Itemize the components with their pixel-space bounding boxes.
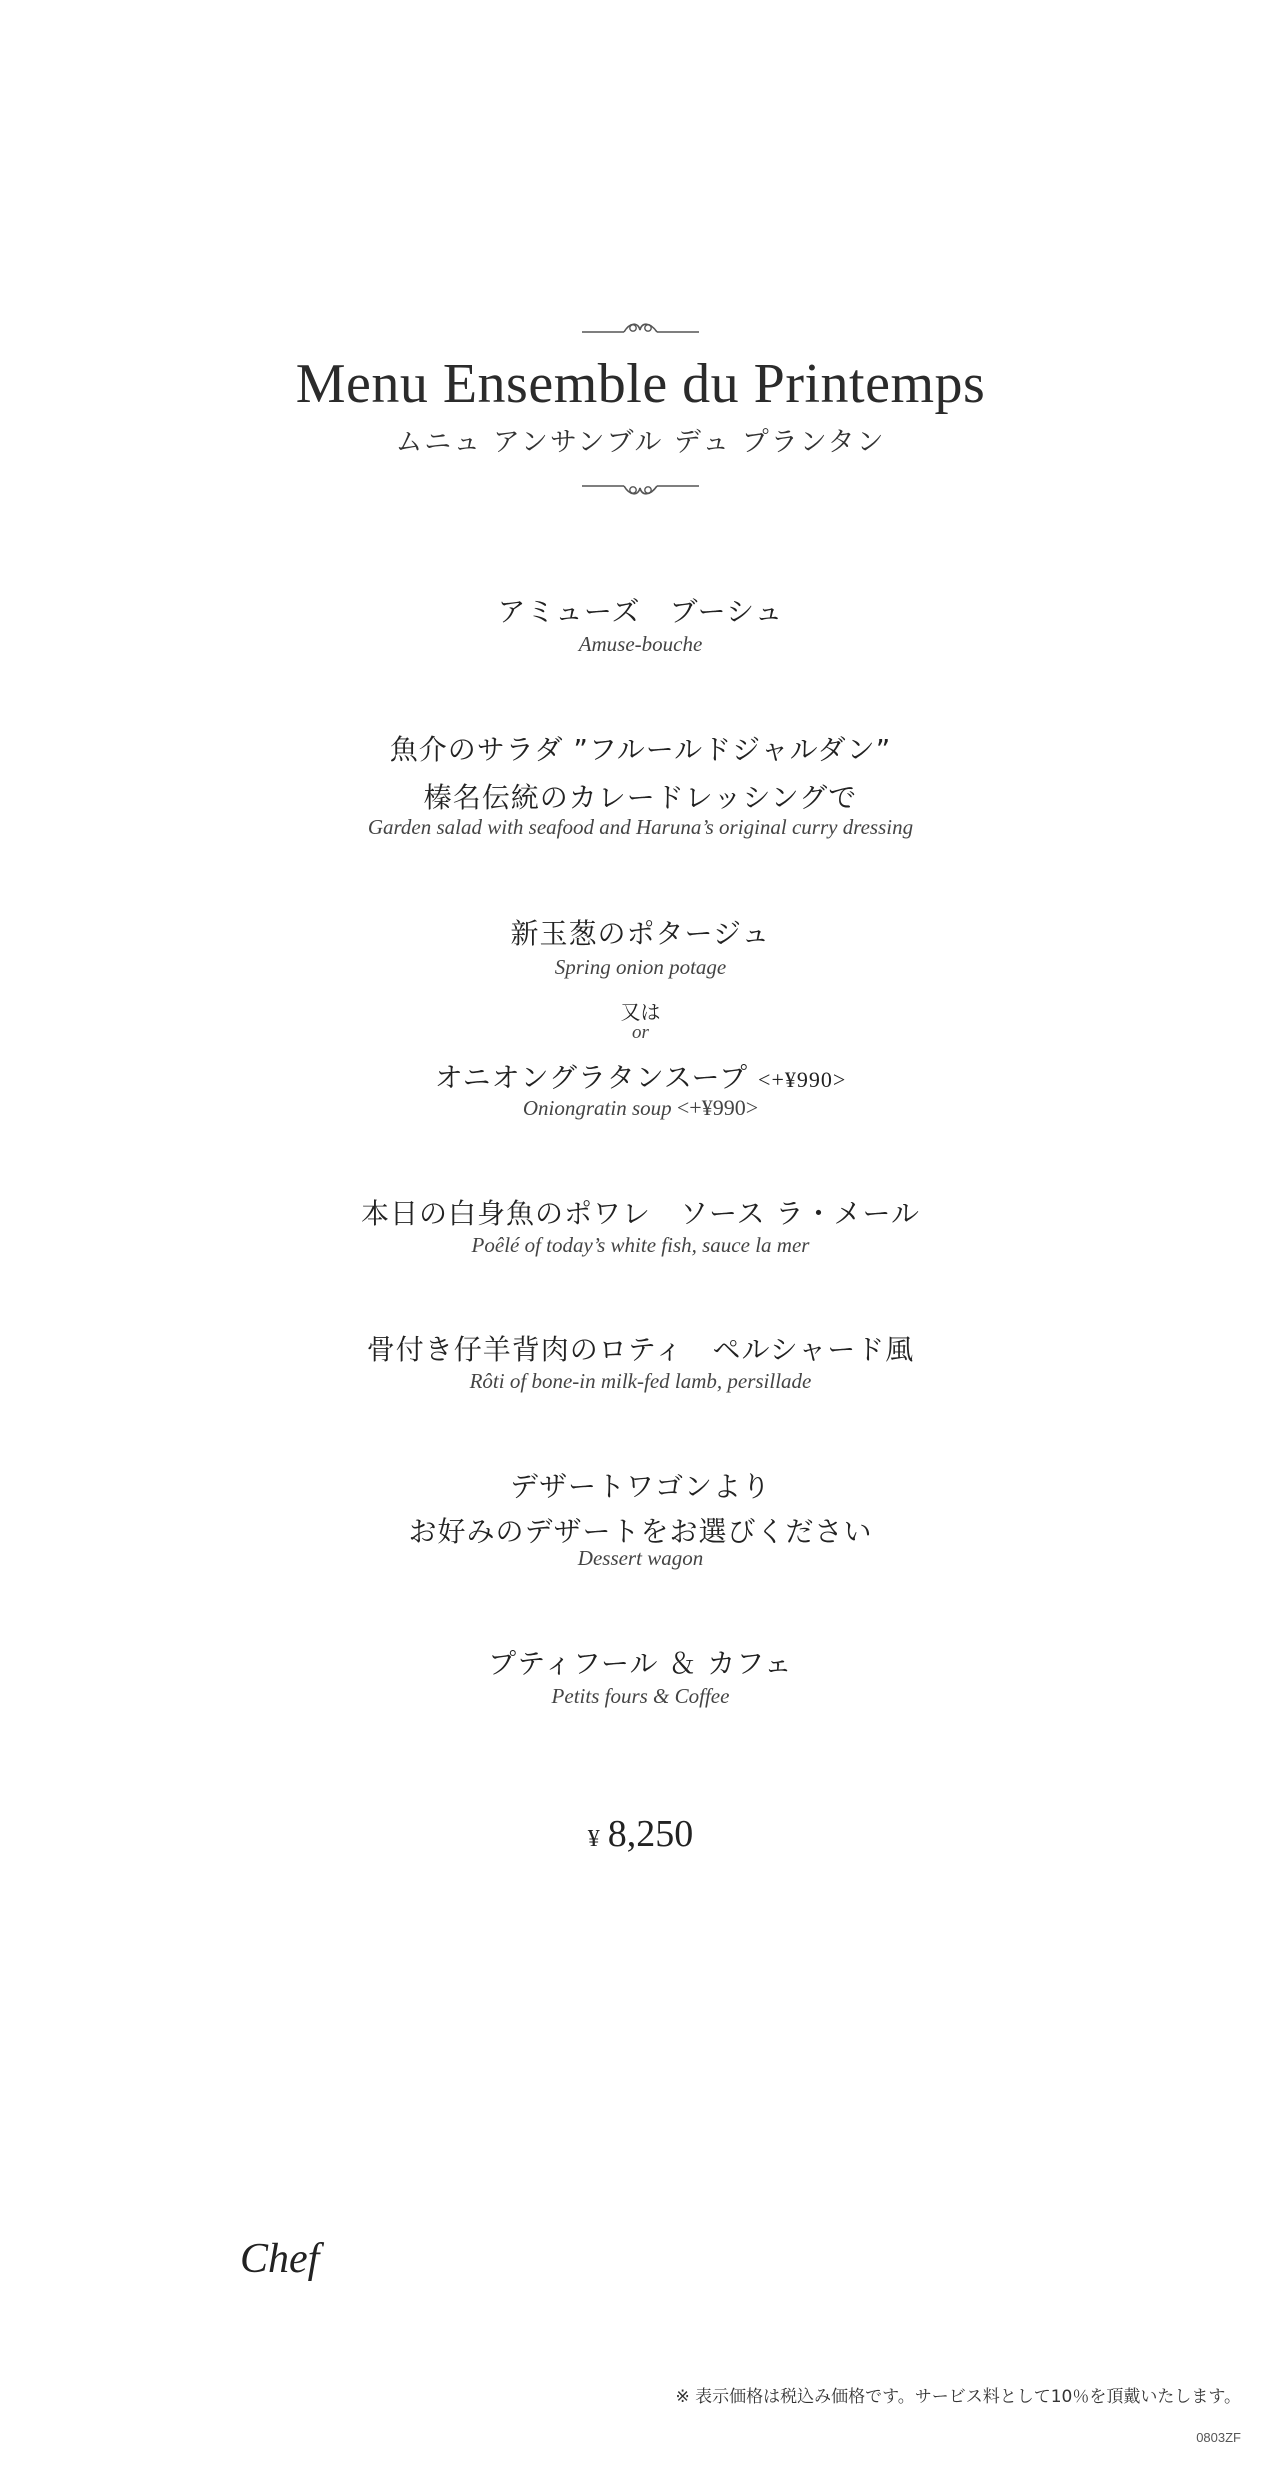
course-soup-en-price: <+¥990> (676, 1095, 759, 1120)
menu-code: 0803ZF (1196, 2430, 1241, 2445)
course-or-jp: 又は (620, 1000, 661, 1024)
course-soup-en-name: Oniongratin soup (522, 1096, 672, 1120)
course-petits-fours-en: Petits fours & Coffee (551, 1684, 730, 1708)
course-amuse-jp: アミューズ ブーシュ (497, 595, 784, 628)
course-salad-en: Garden salad with seafood and Haruna’s original curry dressing (367, 815, 914, 839)
course-salad-jp-line2: 榛名伝統のカレードレッシングで (423, 781, 858, 814)
course-soup-jp (0, 1056, 1281, 1096)
price-currency: ¥ (587, 1826, 600, 1852)
course-soup-jp-name: オニオングラタンスープ (434, 1061, 749, 1094)
price-amount: 8,250 (607, 1813, 694, 1855)
course-amuse-en: Amuse-bouche (578, 632, 703, 656)
course-dessert-jp-line2: お好みのデザートをお選びください (408, 1515, 873, 1548)
menu-subtitle: ムニュ アンサンブル デュ プランタン (395, 427, 886, 458)
course-potage-jp: 新玉葱のポタージュ (510, 917, 771, 950)
menu-price (0, 1812, 1281, 1856)
course-fish-jp: 本日の白身魚のポワレ ソース ラ・メール (361, 1197, 920, 1230)
tax-service-note: ※ 表示価格は税込み価格です。サービス料として10％を頂戴いたします。 (675, 2387, 1241, 2407)
course-dessert-en: Dessert wagon (577, 1546, 704, 1570)
ornament-top-flourish-icon (580, 318, 701, 342)
course-dessert-jp-line1: デザートワゴンより (509, 1470, 771, 1503)
course-soup-jp-price: <+¥990> (758, 1067, 847, 1092)
course-fish-en: Poêlé of today’s white fish, sauce la mer (471, 1233, 810, 1257)
course-petits-fours-jp: プティフール ＆ カフェ (488, 1647, 793, 1680)
chef-signature-label: Chef (240, 2236, 320, 2282)
ornament-bottom-flourish-icon (580, 476, 701, 500)
course-potage-en: Spring onion potage (554, 955, 727, 979)
course-lamb-en: Rôti of bone-in milk-fed lamb, persillade (469, 1369, 812, 1393)
course-or-en: or (632, 1022, 649, 1043)
menu-title: Menu Ensemble du Printemps (295, 353, 986, 415)
course-salad-jp-line1: 魚介のサラダ ”フルールドジャルダン” (389, 733, 892, 766)
course-lamb-jp: 骨付き仔羊背肉のロティ ペルシャード風 (366, 1333, 915, 1366)
course-soup-en (0, 1095, 1281, 1121)
